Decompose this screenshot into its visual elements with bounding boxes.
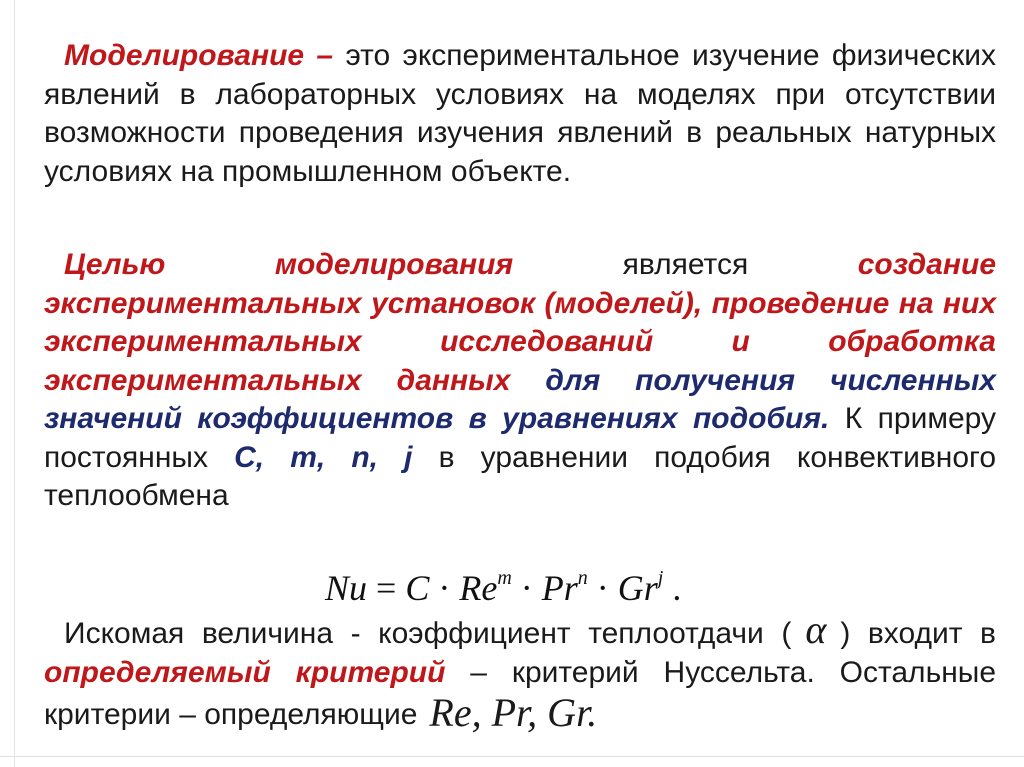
goal-navy-text: для получения численных значений коэффициентов в уравнениях подобия. bbox=[44, 363, 996, 435]
formula-equals: = bbox=[367, 568, 406, 608]
criteria-text-2: ) входит в bbox=[840, 617, 996, 650]
formula-re: Re bbox=[459, 568, 498, 608]
criteria-text-1: Искомая величина - коэффициент теплоотдачи ( bbox=[64, 617, 792, 650]
formula-exp-m: m bbox=[497, 567, 512, 589]
definition-text: это экспериментальное изучение физических явлений в лабораторных условиях на моделях при отсутствии возможности проведения изучения явлений в реальных натурных условиях на промышленном объекте. bbox=[44, 39, 997, 188]
paragraph-goal bbox=[44, 246, 996, 516]
constants-list: C, m, n, j bbox=[234, 440, 413, 474]
paragraph-definition bbox=[44, 37, 996, 191]
goal-plain-text-1: К примеру постоянных bbox=[44, 402, 996, 474]
determining-criteria: Re, Pr, Gr. bbox=[429, 690, 598, 735]
goal-plain-text-2: в уравнении подобия конвективного теплообмена bbox=[44, 440, 996, 512]
paragraph-criteria bbox=[44, 607, 997, 735]
alpha-symbol: α bbox=[805, 607, 827, 652]
formula-period: . bbox=[663, 568, 682, 608]
goal-verb: является bbox=[513, 248, 858, 281]
formula-exp-j: j bbox=[657, 567, 664, 589]
goal-term: Целью моделирования bbox=[64, 248, 514, 281]
slide-left-rule bbox=[14, 0, 15, 767]
goal-red-text: создание экспериментальных установок (моделей), проведение на них экспериментальных исследований и обработка экспериментальных данных bbox=[44, 248, 996, 397]
similarity-equation bbox=[325, 553, 745, 608]
formula-pr: Pr bbox=[541, 568, 578, 608]
formula-dot-1: · bbox=[429, 568, 460, 608]
term-modeling: Моделирование – bbox=[64, 39, 334, 72]
criteria-text-3: – критерий Нуссельта. Остальные критерии – определяющие bbox=[44, 655, 997, 731]
slide-bottom-rule bbox=[0, 756, 1024, 757]
formula-gr: Gr bbox=[617, 568, 658, 608]
formula-c: C bbox=[405, 568, 430, 608]
formula-exp-n: n bbox=[577, 567, 588, 589]
determined-criterion: определяемый критерий bbox=[44, 655, 446, 689]
formula-nu: Nu bbox=[325, 568, 368, 608]
formula-dot-2: · bbox=[511, 568, 542, 608]
formula-dot-3: · bbox=[587, 568, 618, 608]
